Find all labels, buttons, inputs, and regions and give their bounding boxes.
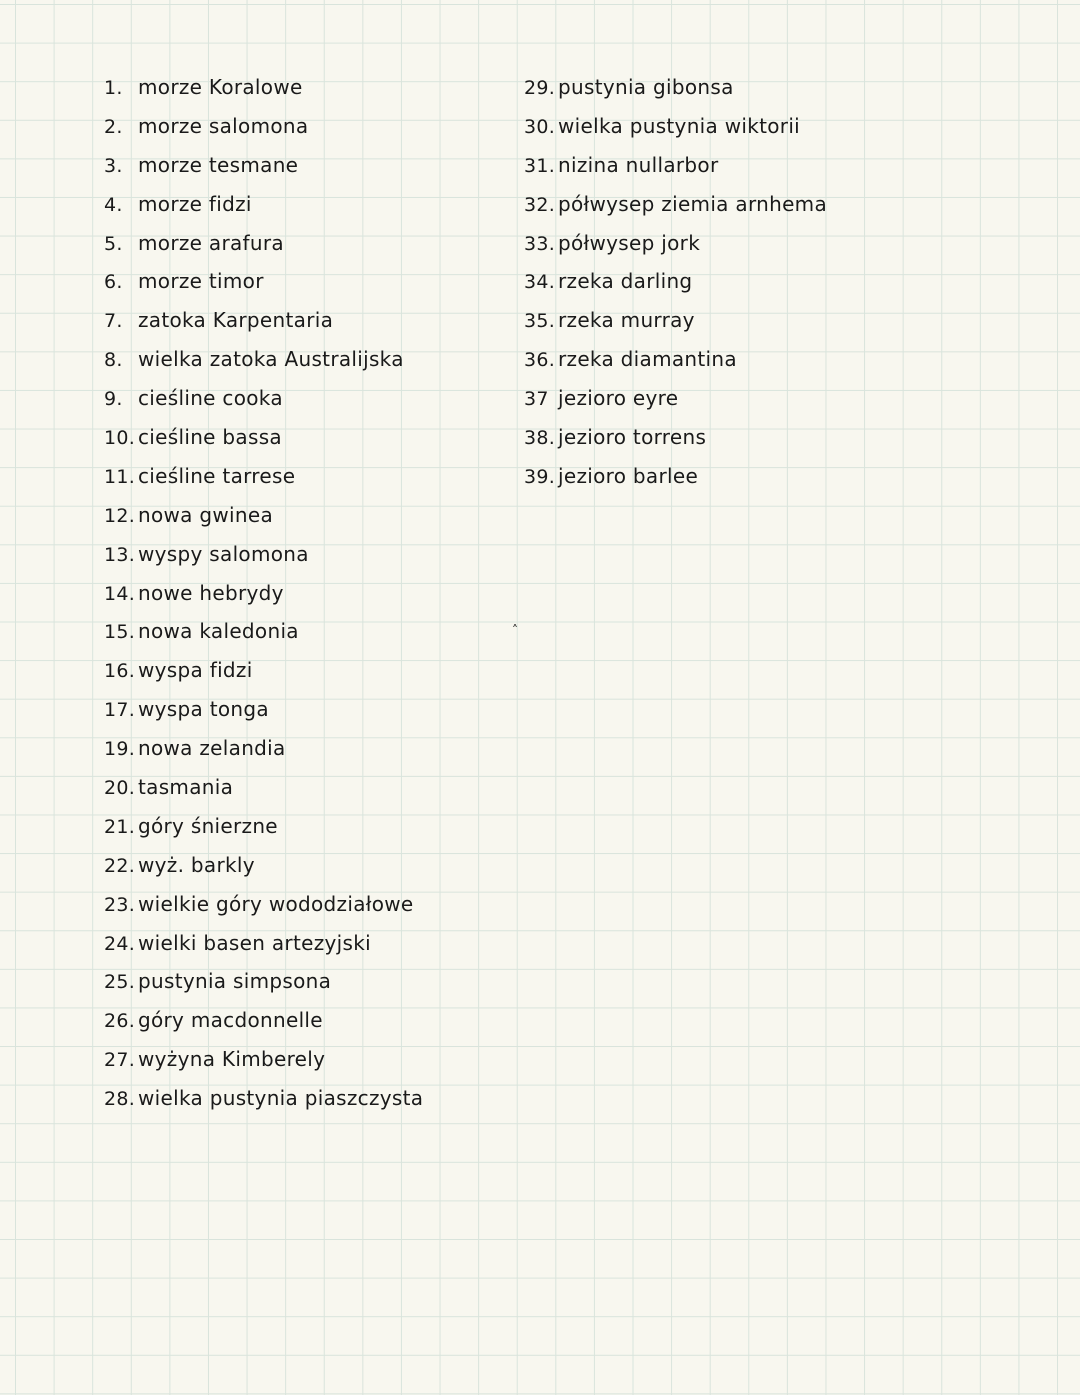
item-text: cieśline bassa — [138, 425, 282, 450]
item-number: 28. — [104, 1088, 136, 1111]
list-item — [104, 185, 423, 224]
item-number: 9. — [104, 388, 123, 411]
item-text: wyżyna Kimberely — [138, 1047, 326, 1072]
item-number: 26. — [104, 1010, 136, 1033]
list-item — [104, 340, 423, 379]
item-text: góry macdonnelle — [138, 1008, 323, 1033]
item-text: morze Koralowe — [138, 75, 303, 99]
item-text: wyż. barkly — [138, 852, 255, 877]
list-item — [104, 224, 423, 263]
list-item — [524, 146, 827, 185]
item-number: 33. — [524, 232, 556, 255]
list-item — [524, 418, 827, 457]
item-number: 29. — [524, 77, 556, 99]
item-number: 30. — [524, 115, 556, 138]
item-number: 23. — [104, 893, 136, 916]
item-number: 1. — [104, 77, 123, 99]
item-text: rzeka murray — [558, 308, 695, 333]
item-number: 22. — [104, 854, 136, 877]
item-text: pustynia simpsona — [138, 969, 332, 994]
item-text: wielka pustynia piaszczysta — [138, 1086, 424, 1111]
item-text: pustynia gibonsa — [558, 75, 734, 99]
item-number: 38. — [524, 427, 556, 450]
item-text: wielki basen artezyjski — [138, 930, 371, 955]
list-item — [104, 574, 423, 613]
item-number: 10. — [104, 427, 136, 450]
stray-pen-mark: ˄ — [512, 623, 518, 637]
item-text: półwysep ziemia arnhema — [558, 191, 828, 216]
item-number: 5. — [104, 232, 123, 255]
item-number: 27. — [104, 1049, 136, 1072]
item-text: morze salomona — [138, 113, 309, 138]
item-number: 21. — [104, 815, 136, 838]
item-number: 20. — [104, 777, 136, 800]
item-number: 35. — [524, 310, 556, 333]
list-item — [104, 651, 423, 690]
list-item — [104, 885, 423, 924]
item-number: 15. — [104, 621, 136, 644]
item-text: cieśline tarrese — [138, 463, 296, 488]
item-text: zatoka Karpentaria — [138, 308, 334, 333]
list-item — [524, 185, 827, 224]
item-number: 4. — [104, 193, 123, 216]
list-item — [104, 846, 423, 885]
item-number: 8. — [104, 349, 123, 372]
item-text: rzeka diamantina — [558, 347, 737, 372]
list-item — [104, 962, 423, 1001]
item-text: jezioro barlee — [558, 463, 699, 488]
right-list — [524, 68, 827, 496]
item-text: wyspy salomona — [138, 541, 309, 566]
list-item — [524, 107, 827, 146]
item-number: 34. — [524, 271, 556, 294]
item-number: 11. — [104, 465, 136, 488]
item-text: cieśline cooka — [138, 386, 283, 411]
list-item — [524, 224, 827, 263]
item-text: nowe hebrydy — [138, 580, 284, 605]
item-number: 14. — [104, 582, 136, 605]
item-number: 16. — [104, 660, 136, 683]
item-text: nizina nullarbor — [558, 152, 719, 177]
item-text: nowa zelandia — [138, 736, 286, 761]
list-item — [524, 457, 827, 496]
item-text: wielka pustynia wiktorii — [558, 113, 801, 138]
item-number: 12. — [104, 504, 136, 527]
list-item — [104, 1040, 423, 1079]
list-item — [104, 301, 423, 340]
list-item — [104, 1079, 423, 1118]
item-text: tasmania — [138, 775, 234, 800]
list-item — [104, 457, 423, 496]
item-number: 39. — [524, 465, 556, 488]
item-text: nowa kaledonia — [138, 619, 299, 644]
item-number: 17. — [104, 699, 136, 722]
list-item — [524, 262, 827, 301]
list-item — [104, 729, 423, 768]
list-item — [524, 340, 827, 379]
list-item — [104, 146, 423, 185]
item-text: morze timor — [138, 269, 264, 294]
list-item — [104, 107, 423, 146]
item-number: 25. — [104, 971, 136, 994]
list-item — [104, 535, 423, 574]
item-text: półwysep jork — [558, 230, 701, 255]
list-item — [104, 768, 423, 807]
list-item — [104, 1001, 423, 1040]
item-text: wielka zatoka Australijska — [138, 347, 404, 372]
item-text: jezioro eyre — [558, 386, 679, 411]
item-text: jezioro torrens — [558, 425, 707, 450]
list-item — [104, 924, 423, 963]
item-number: 6. — [104, 271, 123, 294]
item-number: 2. — [104, 115, 123, 138]
item-text: góry śnierzne — [138, 813, 278, 838]
list-item — [104, 379, 423, 418]
list-item — [104, 690, 423, 729]
item-text: wyspa fidzi — [138, 658, 253, 683]
left-list — [104, 68, 423, 1118]
item-text: wyspa tonga — [138, 697, 269, 722]
list-item — [524, 301, 827, 340]
list-item — [104, 418, 423, 457]
item-number: 37 — [524, 388, 549, 411]
item-text: morze tesmane — [138, 152, 299, 177]
item-text: morze fidzi — [138, 191, 252, 216]
list-item — [524, 379, 827, 418]
list-item — [104, 262, 423, 301]
item-text: morze arafura — [138, 230, 284, 255]
item-number: 36. — [524, 349, 556, 372]
item-number: 3. — [104, 154, 123, 177]
list-item — [104, 496, 423, 535]
item-number: 7. — [104, 310, 123, 333]
list-item — [104, 612, 423, 651]
item-text: wielkie góry wododziałowe — [138, 891, 414, 916]
item-number: 24. — [104, 932, 136, 955]
item-text: nowa gwinea — [138, 502, 274, 527]
list-item — [104, 68, 423, 107]
list-item — [524, 68, 827, 107]
item-number: 32. — [524, 193, 556, 216]
list-item — [104, 807, 423, 846]
item-text: rzeka darling — [558, 269, 693, 294]
item-number: 31. — [524, 154, 556, 177]
item-number: 13. — [104, 543, 136, 566]
item-number: 19. — [104, 738, 136, 761]
